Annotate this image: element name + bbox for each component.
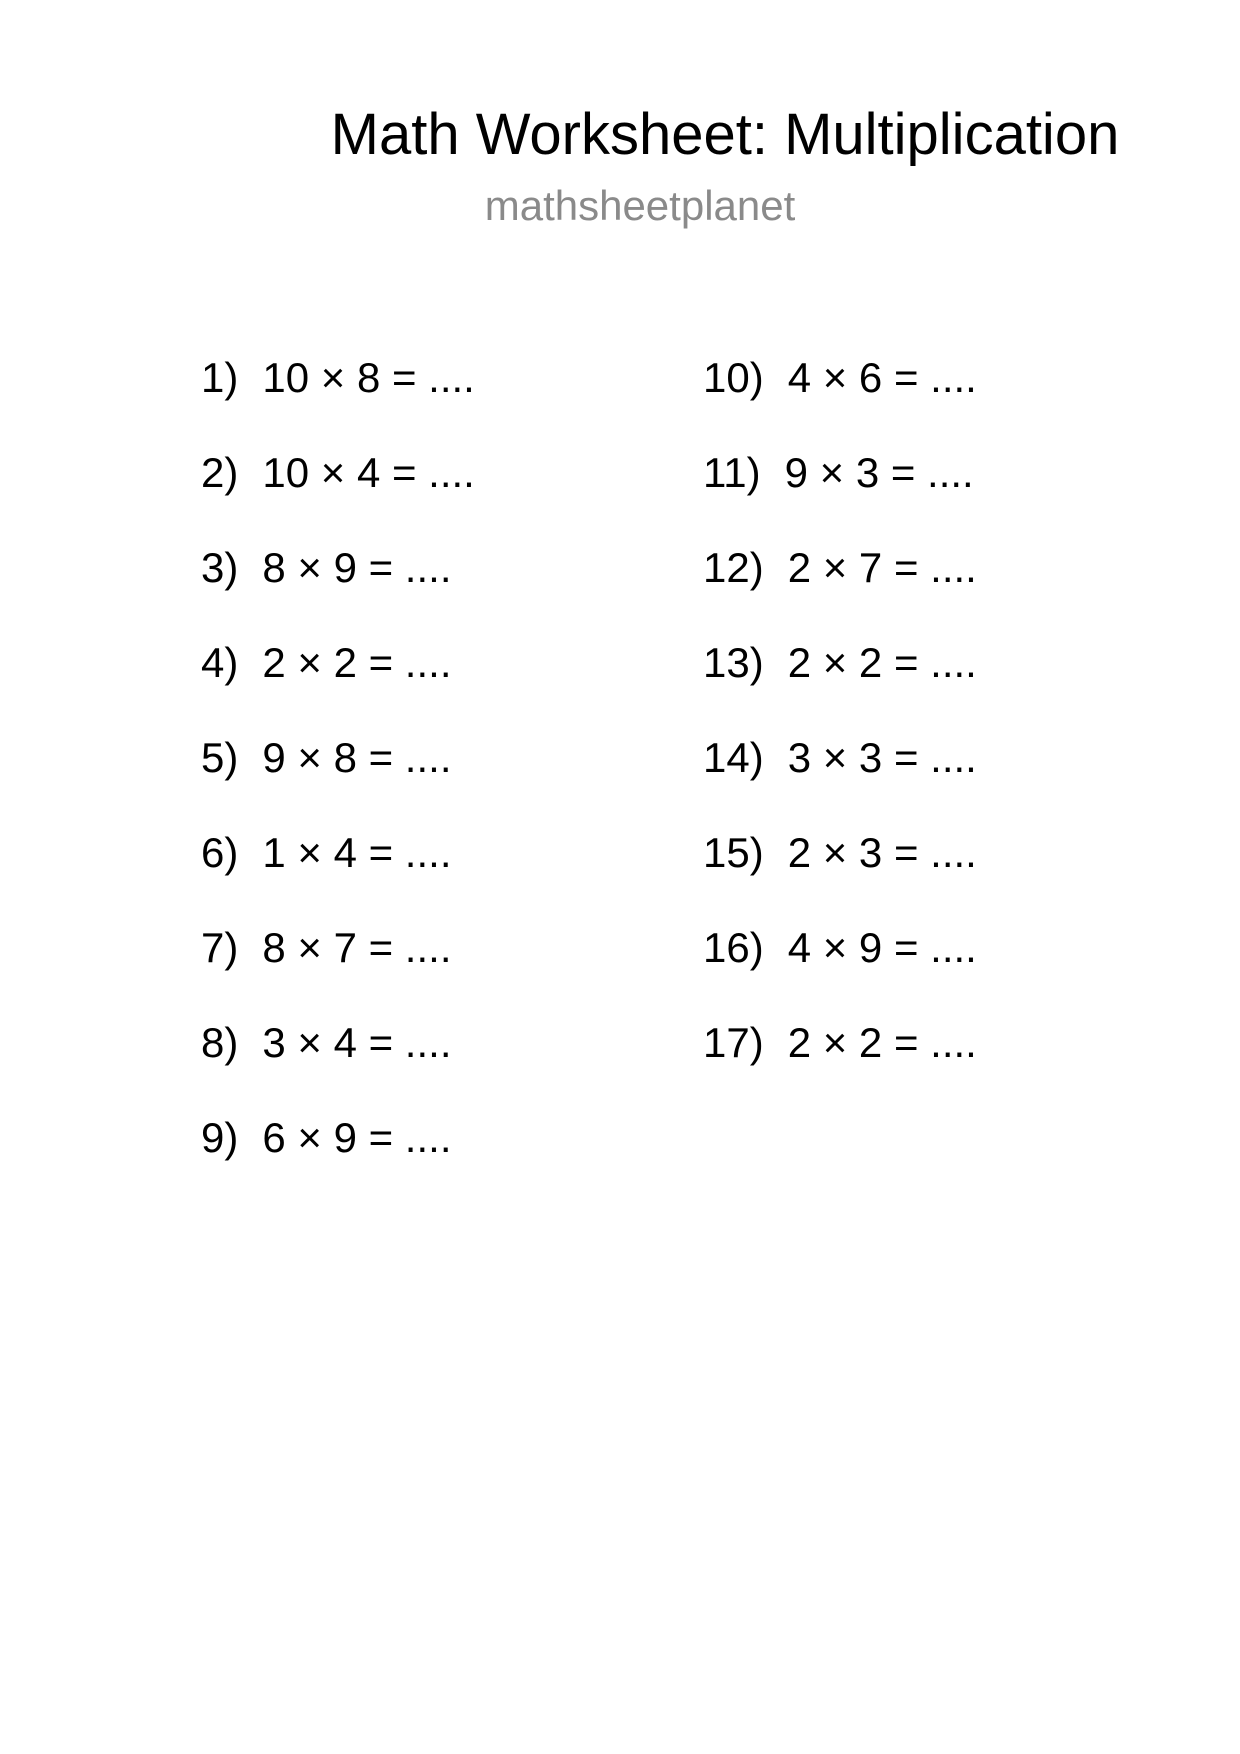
problem-item [201, 633, 721, 728]
problem-item [201, 443, 721, 538]
problem-item [703, 538, 1223, 633]
problem-number: 7) [201, 924, 239, 971]
problem-expression: 1 × 4 = .... [262, 829, 452, 876]
problem-item [201, 1013, 721, 1108]
problem-number: 11) [703, 449, 761, 496]
problem-number: 1) [201, 354, 239, 401]
problem-expression: 8 × 9 = .... [262, 544, 452, 591]
problem-item [703, 348, 1223, 443]
problem-item [703, 823, 1223, 918]
worksheet-subtitle: mathsheetplanet [484, 182, 796, 229]
problem-expression: 3 × 3 = .... [787, 734, 977, 781]
problem-expression: 10 × 8 = .... [262, 354, 475, 401]
problem-number: 4) [201, 639, 239, 686]
problem-expression: 10 × 4 = .... [262, 449, 475, 496]
problem-number: 12) [703, 544, 764, 591]
problem-item [201, 918, 721, 1013]
problem-expression: 9 × 8 = .... [262, 734, 452, 781]
problem-number: 16) [703, 924, 764, 971]
problem-expression: 6 × 9 = .... [262, 1114, 452, 1161]
problem-expression: 4 × 9 = .... [787, 924, 977, 971]
problem-item [201, 823, 721, 918]
problem-number: 15) [703, 829, 764, 876]
problems-column-right [703, 348, 1223, 1108]
problem-expression: 4 × 6 = .... [787, 354, 977, 401]
problem-expression: 2 × 2 = .... [787, 1019, 977, 1066]
problem-number: 3) [201, 544, 239, 591]
problem-item [703, 918, 1223, 1013]
problem-item [201, 348, 721, 443]
problem-expression: 2 × 2 = .... [787, 639, 977, 686]
problem-number: 2) [201, 449, 239, 496]
problems-column-left [201, 348, 721, 1203]
problem-expression: 2 × 2 = .... [262, 639, 452, 686]
problem-item [703, 633, 1223, 728]
problem-expression: 9 × 3 = .... [784, 449, 974, 496]
problem-item [703, 728, 1223, 823]
problem-item [201, 1108, 721, 1203]
problem-number: 10) [703, 354, 764, 401]
problem-item [201, 538, 721, 633]
problem-number: 8) [201, 1019, 239, 1066]
problem-expression: 2 × 3 = .... [787, 829, 977, 876]
problem-number: 5) [201, 734, 239, 781]
problem-item [703, 1013, 1223, 1108]
problem-number: 6) [201, 829, 239, 876]
problem-number: 17) [703, 1019, 764, 1066]
problem-expression: 2 × 7 = .... [787, 544, 977, 591]
problem-expression: 3 × 4 = .... [262, 1019, 452, 1066]
problem-number: 9) [201, 1114, 239, 1161]
worksheet-title: Math Worksheet: Multiplication [330, 102, 1120, 167]
problem-number: 13) [703, 639, 764, 686]
problem-item [201, 728, 721, 823]
problem-item [703, 443, 1223, 538]
problem-expression: 8 × 7 = .... [262, 924, 452, 971]
problem-number: 14) [703, 734, 764, 781]
